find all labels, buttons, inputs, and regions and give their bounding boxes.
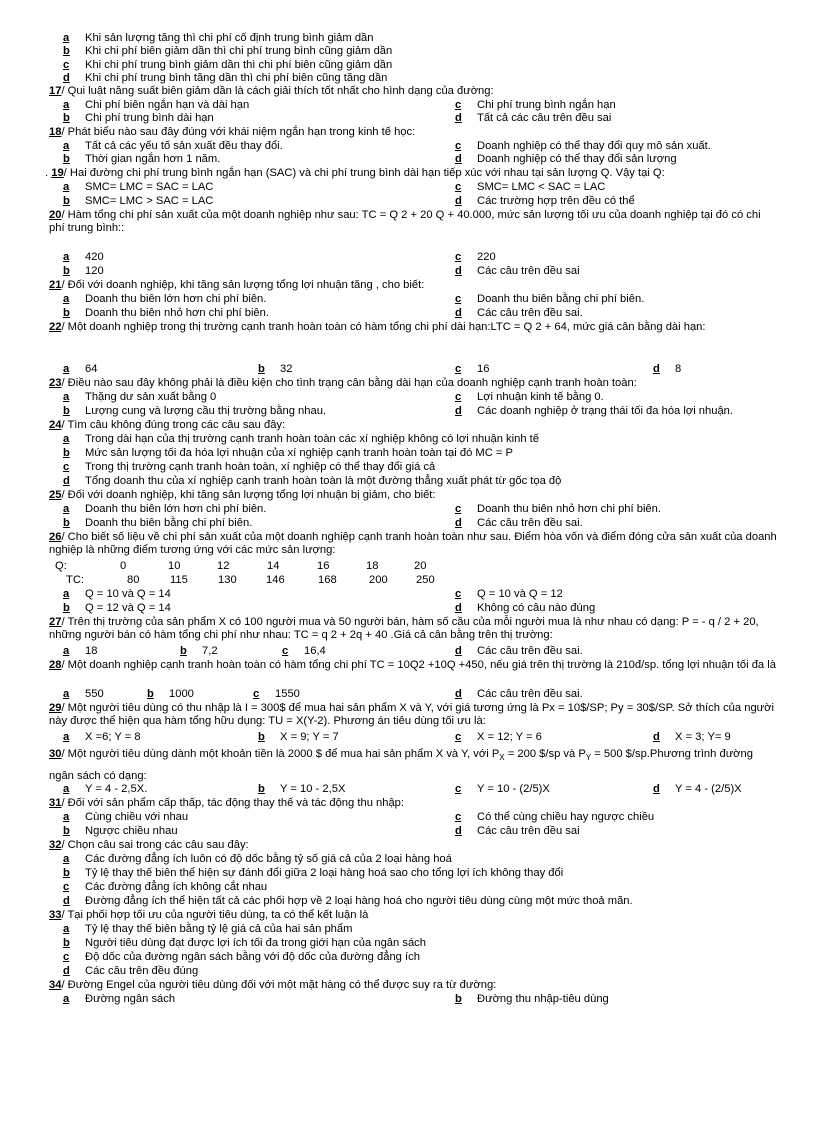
option-letter: a (63, 731, 70, 743)
q16-option-d[interactable] (63, 72, 387, 85)
text: Tỷ lệ thay thế biên bằng tỷ lệ giá cả của hai sản phẩm (85, 923, 353, 935)
option-letter: d (455, 688, 462, 700)
text: / Hai đường chi phí trung bình ngắn hạn (SAC) và chi phí trung bình dài hạn tiếp xúc với nhau tại sản lượng Q. Vậy tại Q: (63, 167, 665, 179)
tc-cell: 146 (266, 574, 285, 586)
q-label: Q: (55, 560, 67, 572)
text: Lợi nhuận kinh tế bằng 0. (477, 391, 604, 403)
question-31 (49, 797, 779, 810)
option-letter: b (63, 45, 70, 57)
question-number: 33 (49, 909, 62, 921)
question-number: 23 (49, 377, 62, 389)
option-letter: c (455, 731, 462, 743)
q29-option-d[interactable] (653, 731, 731, 744)
q27-option-c[interactable] (282, 645, 326, 658)
option-letter: b (63, 517, 70, 529)
text: X =6; Y = 8 (85, 731, 141, 743)
text: Các câu trên đều sai. (477, 307, 583, 319)
option-letter: b (258, 363, 265, 375)
text: / Chọn câu sai trong các câu sau đây: (61, 839, 249, 851)
q31-option-c[interactable] (455, 811, 654, 824)
q19-option-b[interactable] (63, 195, 213, 208)
text: 18 (85, 645, 98, 657)
text: X = 3; Y= 9 (675, 731, 731, 743)
q25-option-d[interactable] (455, 517, 583, 530)
option-letter: a (63, 645, 70, 657)
q20-option-b[interactable] (63, 265, 104, 278)
text: / Đối với doanh nghiệp, khi tăng sản lượng tổng lợi nhuận tăng , cho biết: (61, 279, 425, 291)
question-number: 18 (49, 126, 62, 138)
option-letter: d (455, 517, 462, 529)
option-letter: c (63, 951, 70, 963)
option-letter: c (455, 251, 462, 263)
question-19 (45, 167, 775, 180)
q-cell: 10 (168, 560, 181, 572)
option-letter: b (63, 153, 70, 165)
question-number: 28 (49, 659, 62, 671)
option-letter: c (63, 59, 70, 71)
question-number: 31 (49, 797, 62, 809)
option-letter: b (258, 731, 265, 743)
text: SMC= LMC > SAC = LAC (85, 195, 214, 207)
text: 32 (280, 363, 293, 375)
option-letter: b (63, 405, 70, 417)
option-letter: b (63, 447, 70, 459)
text: Các câu trên đều sai (477, 825, 580, 837)
text: = 500 $/sp.Phương trình đường ngân sách có dạng: (49, 748, 753, 783)
q18-option-d[interactable] (455, 153, 677, 166)
option-letter: c (63, 461, 70, 473)
option-letter: a (63, 433, 70, 445)
text: Các trường hợp trên đều có thể (477, 195, 635, 207)
q24-option-d[interactable] (63, 475, 561, 488)
question-number: 17 (49, 85, 62, 97)
text: Cùng chiều với nhau (85, 811, 189, 823)
text: / Trên thị trường của sản phẩm X có 100 người mua và 50 người bán, hàm số cầu của mỗi người mua là như nhau có dạng: P = - q / 2 + 20, những người bán có hàm tổng chi phí như nhau: TC = q 2 + 2q + 40 .Giá cả cân bằng trên thị trường: (49, 616, 759, 642)
option-letter: d (63, 895, 70, 907)
question-33 (49, 909, 779, 922)
q33-option-c[interactable] (63, 951, 420, 964)
option-letter: d (455, 825, 462, 837)
question-24 (49, 419, 779, 432)
text: 420 (85, 251, 104, 263)
q21-option-b[interactable] (63, 307, 269, 320)
text: Người tiêu dùng đạt được lợi ích tối đa trong giới hạn của ngân sách (85, 937, 426, 949)
q17-option-a[interactable] (63, 99, 249, 112)
text: X (499, 753, 505, 763)
q33-option-d[interactable] (63, 965, 198, 978)
question-number: 25 (49, 489, 62, 501)
question-25 (49, 489, 779, 502)
option-letter: c (455, 783, 462, 795)
option-letter: c (455, 503, 462, 515)
text: 1000 (169, 688, 194, 700)
question-20 (49, 209, 779, 236)
option-letter: c (455, 811, 462, 823)
option-letter: c (455, 99, 462, 111)
text: Chi phí trung bình ngắn hạn (477, 99, 616, 111)
question-30 (49, 745, 779, 785)
q16-option-a[interactable] (63, 32, 373, 45)
tc-cell: 168 (318, 574, 337, 586)
text: / Một doanh nghiệp trong thị trường cạnh tranh hoàn toàn có hàm tổng chi phí dài hạn:LTC = Q 2 + 64, mức giá cân bằng dài hạn: (61, 321, 706, 333)
option-letter: c (455, 181, 462, 193)
text: Đường ngân sách (85, 993, 176, 1005)
option-letter: a (63, 993, 70, 1005)
option-letter: d (455, 112, 462, 124)
tc-cell: 200 (369, 574, 388, 586)
q21-option-c[interactable] (455, 293, 644, 306)
q20-option-d[interactable] (455, 265, 580, 278)
q34-option-a[interactable] (63, 993, 175, 1006)
text: Các câu trên đều sai. (477, 645, 583, 657)
q29-option-a[interactable] (63, 731, 141, 744)
tc-label: TC: (66, 574, 85, 586)
option-letter: d (455, 195, 462, 207)
text: / Đường Engel của người tiêu dùng đối với một mặt hàng có thể được suy ra từ đường: (61, 979, 497, 991)
question-26 (49, 531, 779, 558)
q30-option-c[interactable] (455, 783, 550, 796)
question-27 (49, 616, 779, 643)
text: 550 (85, 688, 104, 700)
text: Không có câu nào đúng (477, 602, 596, 614)
q23-option-d[interactable] (455, 405, 733, 418)
option-letter: c (455, 140, 462, 152)
tc-cell: 80 (127, 574, 140, 586)
option-letter: d (63, 965, 70, 977)
q31-option-b[interactable] (63, 825, 178, 838)
q24-option-c[interactable] (63, 461, 435, 474)
option-letter: d (455, 265, 462, 277)
q20-option-c[interactable] (455, 251, 496, 264)
question-23 (49, 377, 779, 390)
q33-option-a[interactable] (63, 923, 352, 936)
text: Các doanh nghiệp ở trạng thái tối đa hóa lợi nhuận. (477, 405, 734, 417)
q27-option-a[interactable] (63, 645, 97, 658)
q26-total-cost-row (66, 574, 466, 588)
option-letter: b (63, 825, 70, 837)
option-letter: c (63, 881, 70, 893)
text: = 200 $/sp và P (504, 748, 586, 760)
question-18 (49, 126, 779, 139)
question-32 (49, 839, 779, 852)
question-number: 32 (49, 839, 62, 851)
text: Các câu trên đều sai. (477, 517, 583, 529)
q-cell: 14 (267, 560, 280, 572)
q28-option-c[interactable] (253, 688, 300, 701)
text: Thời gian ngắn hơn 1 năm. (85, 153, 221, 165)
text: SMC= LMC = SAC = LAC (85, 181, 214, 193)
question-number: 24 (49, 419, 62, 431)
option-letter: a (63, 363, 70, 375)
text: 7,2 (202, 645, 218, 657)
q16-option-c[interactable] (63, 59, 392, 72)
q26-option-c[interactable] (455, 588, 563, 601)
q-cell: 20 (414, 560, 427, 572)
option-letter: c (455, 363, 462, 375)
text: / Tìm câu không đúng trong các câu sau đây: (61, 419, 286, 431)
q28-option-b[interactable] (147, 688, 194, 701)
q19-option-d[interactable] (455, 195, 635, 208)
question-29 (49, 702, 779, 729)
text: Doanh thu biên bằng chi phí biên. (85, 517, 253, 529)
text: Mức sản lượng tối đa hóa lợi nhuận của xí nghiệp cạnh tranh hoàn toàn tại đó MC = P (85, 447, 514, 459)
option-letter: b (258, 783, 265, 795)
option-letter: a (63, 140, 70, 152)
text: Các đường đẳng ích luôn có độ dốc bằng tỷ số giá cả của 2 loại hàng hoá (85, 853, 452, 865)
q33-option-b[interactable] (63, 937, 426, 950)
option-letter: a (63, 783, 70, 795)
text: Y = 4 - 2,5X. (85, 783, 148, 795)
option-letter: a (63, 293, 70, 305)
option-letter: a (63, 251, 70, 263)
q17-option-d[interactable] (455, 112, 611, 125)
option-letter: a (63, 181, 70, 193)
q29-option-c[interactable] (455, 731, 542, 744)
option-letter: a (63, 688, 70, 700)
q28-option-d[interactable] (455, 688, 583, 701)
option-letter: c (455, 293, 462, 305)
option-letter: b (63, 307, 70, 319)
text: Tất cả các câu trên đều sai (477, 112, 612, 124)
text: / Một doanh nghiệp cạnh tranh hoàn toàn có hàm tổng chi phí TC = 10Q2 +10Q +450, nếu giá trên thị trường là 210đ/sp. tổng lợi nhuận tối đa là (61, 659, 776, 671)
option-letter: b (180, 645, 187, 657)
text: . (45, 167, 52, 179)
option-letter: c (282, 645, 289, 657)
question-21 (49, 279, 779, 292)
text: 1550 (275, 688, 300, 700)
q32-option-d[interactable] (63, 895, 633, 908)
option-letter: b (63, 937, 70, 949)
option-letter: a (63, 99, 70, 111)
tc-cell: 250 (416, 574, 435, 586)
q32-option-a[interactable] (63, 853, 452, 866)
q19-option-c[interactable] (455, 181, 605, 194)
q18-option-b[interactable] (63, 153, 220, 166)
q20-option-a[interactable] (63, 251, 104, 264)
q26-option-a[interactable] (63, 588, 171, 601)
text: / Hàm tổng chi phí sản xuất của một doanh nghiệp như sau: TC = Q 2 + 20 Q + 40.000, mức sản lượng tối ưu của doanh nghiệp tại đó có chi phí trung bình:: (49, 209, 761, 235)
question-number: 27 (49, 616, 62, 628)
text: Q = 10 và Q = 12 (477, 588, 563, 600)
option-letter: b (63, 112, 70, 124)
q34-option-b[interactable] (455, 993, 609, 1006)
q26-option-b[interactable] (63, 602, 171, 615)
option-letter: a (63, 32, 70, 44)
q25-option-a[interactable] (63, 503, 266, 516)
question-number: 30 (49, 748, 62, 760)
q22-option-a[interactable] (63, 363, 97, 376)
q27-option-b[interactable] (180, 645, 218, 658)
q23-option-c[interactable] (455, 391, 604, 404)
q32-option-b[interactable] (63, 867, 563, 880)
q22-option-c[interactable] (455, 363, 489, 376)
q23-option-a[interactable] (63, 391, 216, 404)
text: Y = 10 - (2/5)X (477, 783, 550, 795)
text: Trong thị trường cạnh tranh hoàn toàn, xí nghiệp có thể thay đổi giá cả (85, 461, 436, 473)
text: Tỷ lệ thay thế biên thể hiện sự đánh đổi giữa 2 loại hàng hoá sao cho tổng lợi ích không thay đổi (85, 867, 564, 879)
text: 16,4 (304, 645, 326, 657)
text: 120 (85, 265, 104, 277)
text: Doanh nghiệp có thể thay đổi quy mô sản xuất. (477, 140, 711, 152)
text: Trong dài hạn của thị trường cạnh tranh hoàn toàn các xí nghiệp không có lợi nhuận kinh tế (85, 433, 540, 445)
question-number: 21 (49, 279, 62, 291)
option-letter: a (63, 391, 70, 403)
text: Chi phí trung bình dài hạn (85, 112, 214, 124)
text: / Đối với doanh nghiệp, khi tăng sản lượng tổng lợi nhuận bị giảm, cho biết: (61, 489, 436, 501)
option-letter: d (455, 405, 462, 417)
text: Khi chi phí biên giảm dần thì chi phí trung bình cũng giảm dần (85, 45, 393, 57)
q24-option-a[interactable] (63, 433, 539, 446)
text: Các câu trên đều đúng (85, 965, 199, 977)
text: Doanh thu biên bằng chi phí biên. (477, 293, 645, 305)
question-number: 19 (51, 167, 64, 179)
option-letter: b (63, 867, 70, 879)
text: / Đối với sản phẩm cấp thấp, tác động thay thế và tác động thu nhập: (61, 797, 405, 809)
option-letter: d (653, 731, 660, 743)
text: Khi chi phí trung bình giảm dần thì chi phí biên cũng giảm dần (85, 59, 393, 71)
option-letter: b (455, 993, 462, 1005)
text: / Một người tiêu dùng dành một khoản tiền là 2000 $ để mua hai sản phẩm X và Y, với P (61, 748, 500, 760)
text: 8 (675, 363, 682, 375)
text: Y = 10 - 2,5X (280, 783, 346, 795)
text: X = 9; Y = 7 (280, 731, 339, 743)
q-cell: 0 (120, 560, 127, 572)
option-letter: b (63, 265, 70, 277)
q18-option-c[interactable] (455, 140, 711, 153)
option-letter: a (63, 588, 70, 600)
text: Y = 4 - (2/5)X (675, 783, 742, 795)
q27-option-d[interactable] (455, 645, 583, 658)
option-letter: a (63, 853, 70, 865)
text: Doanh thu biên nhỏ hơn chi phí biên. (85, 307, 269, 319)
text: X = 12; Y = 6 (477, 731, 542, 743)
text: Y (585, 753, 592, 763)
option-letter: d (455, 602, 462, 614)
question-34 (49, 979, 779, 992)
q17-option-c[interactable] (455, 99, 616, 112)
question-22 (49, 321, 779, 334)
option-letter: d (653, 783, 660, 795)
text: Q = 12 và Q = 14 (85, 602, 171, 614)
text: Các đường đẳng ích không cắt nhau (85, 881, 268, 893)
text: Tổng doanh thu của xí nghiệp cạnh tranh hoàn toàn là một đường thẳng xuất phát từ gốc tọa độ (85, 475, 562, 487)
option-letter: d (63, 72, 70, 84)
text: 64 (85, 363, 98, 375)
question-17 (49, 85, 779, 98)
text: 16 (477, 363, 490, 375)
text: / Qui luật năng suất biên giảm dần là cách giải thích tốt nhất cho hình dạng của đường: (61, 85, 494, 97)
text: / Điều nào sau đây không phải là điều kiện cho tình trạng cân bằng dài hạn của doanh nghiệp cạnh tranh hoàn toàn: (61, 377, 637, 389)
q26-option-d[interactable] (455, 602, 595, 615)
q16-option-b[interactable] (63, 45, 392, 58)
text: / Một người tiêu dùng có thu nhập là I = 300$ để mua hai sản phẩm X và Y, với giá tương ứng là Px = 10$/SP; Py = 30$/SP. Sở thích của người này được thể hiện qua hàm tổng hữu dụng: TU = X(Y-2). Phương án tiêu dùng tối ưu là: (49, 702, 774, 728)
option-letter: c (455, 391, 462, 403)
text: Thặng dư sản xuất bằng 0 (85, 391, 217, 403)
option-letter: d (653, 363, 660, 375)
text: / Cho biết số liệu về chi phí sản xuất của một doanh nghiệp cạnh tranh hoàn toàn như sau. Điểm hòa vốn và điểm đóng cửa sản xuất của doanh nghiệp là những điểm tương ứng với các mức sản lượng: (49, 531, 777, 557)
q30-option-d[interactable] (653, 783, 742, 796)
text: Khi sản lượng tăng thì chi phí cố định trung bình giảm dần (85, 32, 374, 44)
question-number: 34 (49, 979, 62, 991)
q25-option-b[interactable] (63, 517, 252, 530)
q30-option-b[interactable] (258, 783, 345, 796)
q21-option-d[interactable] (455, 307, 583, 320)
question-28 (49, 659, 779, 672)
option-letter: c (253, 688, 260, 700)
text: Đường thu nhập-tiêu dùng (477, 993, 609, 1005)
text: Các câu trên đều sai. (477, 688, 583, 700)
text: Q = 10 và Q = 14 (85, 588, 171, 600)
q18-option-a[interactable] (63, 140, 283, 153)
q22-option-d[interactable] (653, 363, 681, 376)
q-cell: 18 (366, 560, 379, 572)
text: Tất cả các yếu tố sản xuất đều thay đổi. (85, 140, 283, 152)
option-letter: a (63, 811, 70, 823)
tc-cell: 130 (218, 574, 237, 586)
option-letter: b (63, 602, 70, 614)
q19-option-a[interactable] (63, 181, 213, 194)
option-letter: b (63, 195, 70, 207)
question-number: 22 (49, 321, 62, 333)
option-letter: d (455, 153, 462, 165)
question-number: 29 (49, 702, 62, 714)
option-letter: a (63, 503, 70, 515)
text: Chi phí biên ngắn hạn và dài hạn (85, 99, 250, 111)
q24-option-b[interactable] (63, 447, 513, 460)
tc-cell: 115 (170, 574, 188, 586)
text: Doanh thu biên lớn hơn chi phí biên. (85, 503, 267, 515)
q17-option-b[interactable] (63, 112, 214, 125)
text: Đường đẳng ích thể hiện tất cả các phối hợp về 2 loại hàng hoá cho người tiêu dùng cùng một mức thoả mãn. (85, 895, 633, 907)
text: 220 (477, 251, 496, 263)
text: Doanh thu biên lớn hơn chi phí biên. (85, 293, 267, 305)
q-cell: 12 (217, 560, 230, 572)
option-letter: d (455, 307, 462, 319)
q21-option-a[interactable] (63, 293, 266, 306)
text: Khi chi phí trung bình tăng dần thì chi phí biên cũng tăng dần (85, 72, 388, 84)
q22-option-b[interactable] (258, 363, 292, 376)
text: Ngược chiều nhau (85, 825, 178, 837)
q23-option-b[interactable] (63, 405, 326, 418)
text: SMC= LMC < SAC = LAC (477, 181, 606, 193)
q31-option-a[interactable] (63, 811, 188, 824)
text: Doanh thu biên nhỏ hơn chi phí biên. (477, 503, 661, 515)
q-cell: 16 (317, 560, 330, 572)
text: Các câu trên đều sai (477, 265, 580, 277)
question-number: 20 (49, 209, 62, 221)
option-letter: b (147, 688, 154, 700)
q30-option-a[interactable] (63, 783, 147, 796)
q31-option-d[interactable] (455, 825, 580, 838)
text: Có thể cùng chiều hay ngược chiều (477, 811, 655, 823)
text: Doanh nghiệp có thể thay đổi sản lượng (477, 153, 677, 165)
q26-quantity-row (55, 560, 455, 574)
q28-option-a[interactable] (63, 688, 104, 701)
option-letter: a (63, 923, 70, 935)
text: Độ dốc của đường ngân sách bằng với độ dốc của đường đẳng ích (85, 951, 420, 963)
text: / Phát biểu nào sau đây đúng với khái niệm ngắn hạn trong kinh tế học: (61, 126, 416, 138)
option-letter: d (63, 475, 70, 487)
q32-option-c[interactable] (63, 881, 267, 894)
text: Lượng cung và lượng cầu thị trường bằng nhau. (85, 405, 327, 417)
text: / Tại phối hợp tối ưu của người tiêu dùng, ta có thể kết luận là (61, 909, 369, 921)
option-letter: c (455, 588, 462, 600)
option-letter: d (455, 645, 462, 657)
q29-option-b[interactable] (258, 731, 339, 744)
q25-option-c[interactable] (455, 503, 661, 516)
question-number: 26 (49, 531, 62, 543)
